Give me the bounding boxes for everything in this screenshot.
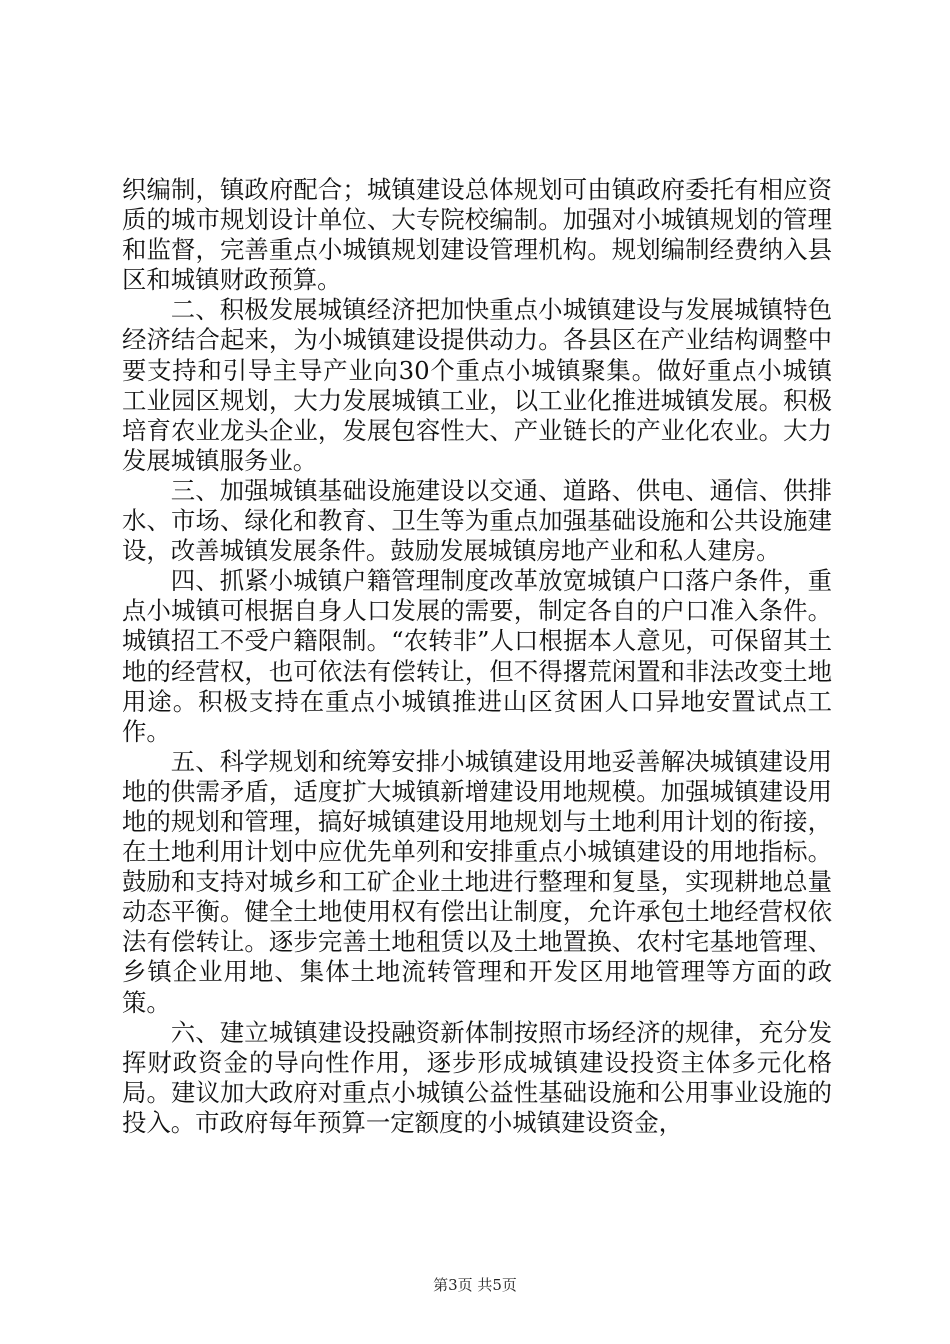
paragraph-6: 六、建立城镇建设投融资新体制按照市场经济的规律，充分发挥财政资金的导向性作用，逐步形成城镇建设投资主体多元化格局。建议加大政府对重点小城镇公益性基础设施和公用事业设施的投入。市政府每年预算一定额度的小城镇建设资金， bbox=[122, 1017, 832, 1137]
page-footer: 第3页 共5页 bbox=[433, 1276, 517, 1294]
paragraph-5: 五、科学规划和统筹安排小城镇建设用地妥善解决城镇建设用地的供需矛盾，适度扩大城镇新增建设用地规模。加强城镇建设用地的规划和管理，搞好城镇建设用地规划与土地利用计划的衔接，在土地利用计划中应优先单列和安排重点小城镇建设的用地指标。鼓励和支持对城乡和工矿企业土地进行整理和复垦，实现耕地总量动态平衡。健全土地使用权有偿出让制度，允许承包土地经营权依法有偿转让。逐步完善土地租赁以及土地置换、农村宅基地管理、乡镇企业用地、集体土地流转管理和开发区用地管理等方面的政策。 bbox=[122, 746, 832, 1017]
paragraph-1: 织编制，镇政府配合；城镇建设总体规划可由镇政府委托有相应资质的城市规划设计单位、大专院校编制。加强对小城镇规划的管理和监督，完善重点小城镇规划建设管理机构。规划编制经费纳入县区和城镇财政预算。 bbox=[122, 175, 832, 295]
paragraph-3: 三、加强城镇基础设施建设以交通、道路、供电、通信、供排水、市场、绿化和教育、卫生等为重点加强基础设施和公共设施建设，改善城镇发展条件。鼓励发展城镇房地产业和私人建房。 bbox=[122, 475, 832, 566]
document-body bbox=[122, 175, 832, 1138]
paragraph-2: 二、积极发展城镇经济把加快重点小城镇建设与发展城镇特色经济结合起来，为小城镇建设提供动力。各县区在产业结构调整中要支持和引导主导产业向30个重点小城镇聚集。做好重点小城镇工业园区规划，大力发展城镇工业，以工业化推进城镇发展。积极培育农业龙头企业，发展包容性大、产业链长的产业化农业。大力发展城镇服务业。 bbox=[122, 295, 832, 475]
paragraph-4: 四、抓紧小城镇户籍管理制度改革放宽城镇户口落户条件，重点小城镇可根据自身人口发展的需要，制定各自的户口准入条件。城镇招工不受户籍限制。“农转非”人口根据本人意见，可保留其土地的经营权，也可依法有偿转让，但不得撂荒闲置和非法改变土地用途。积极支持在重点小城镇推进山区贫困人口异地安置试点工作。 bbox=[122, 566, 832, 746]
